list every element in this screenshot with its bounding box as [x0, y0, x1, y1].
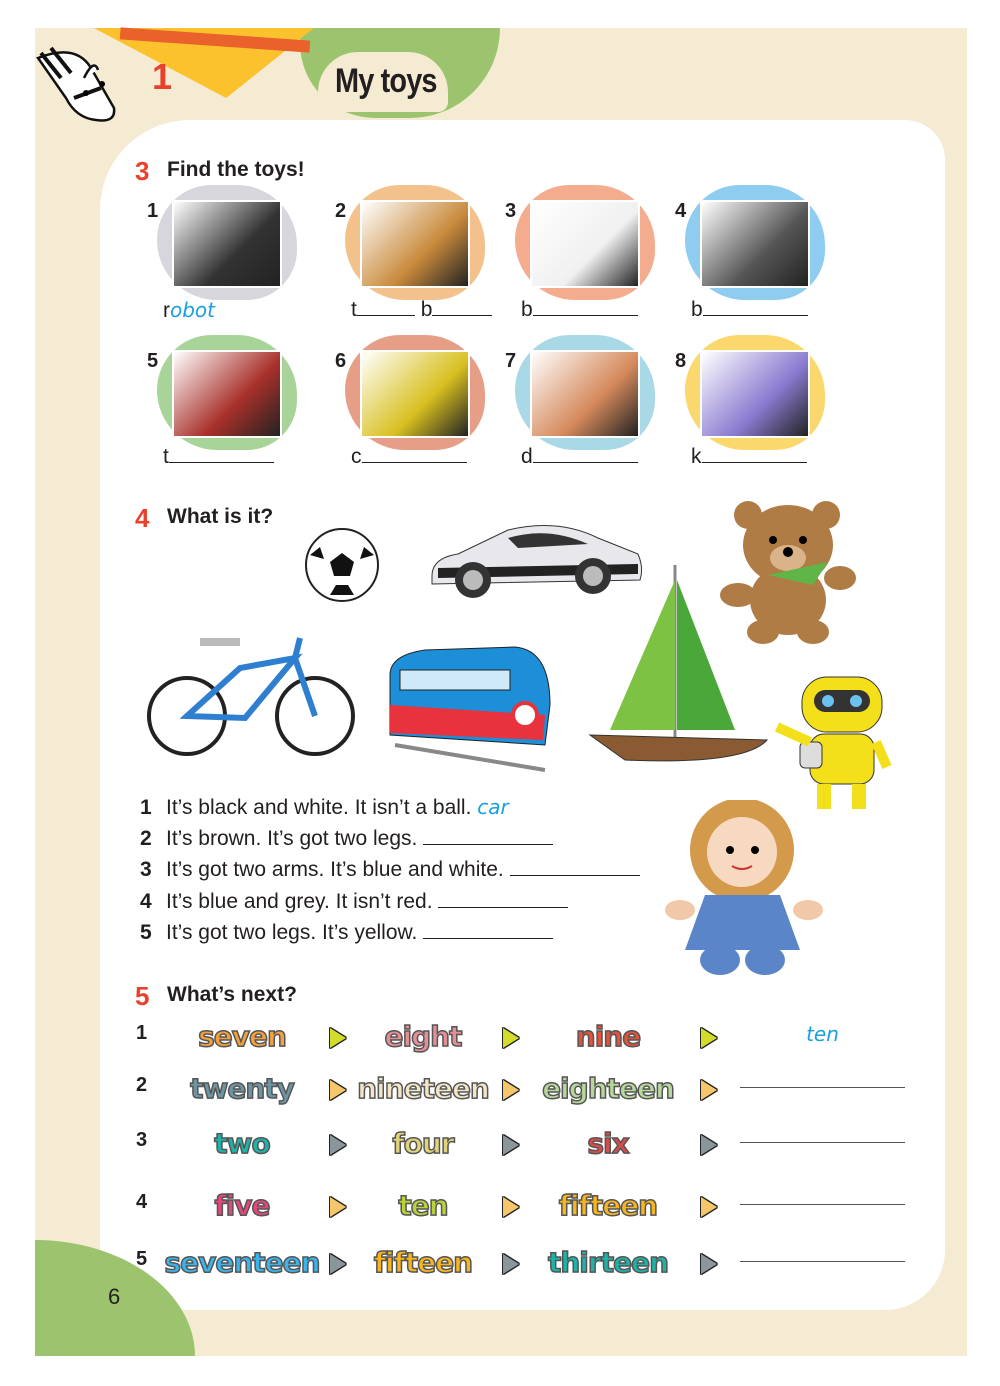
- toy-closeup-image: [360, 200, 470, 288]
- blank-line[interactable]: [703, 298, 808, 316]
- sentence: [140, 795, 509, 820]
- number-word: eight: [384, 1020, 462, 1053]
- sentence-number: 5: [140, 921, 152, 944]
- sentence-text: It’s brown. It’s got two legs.: [166, 826, 418, 850]
- blank-line[interactable]: [357, 298, 415, 316]
- sentence-number: 3: [140, 858, 152, 881]
- answer-field[interactable]: [351, 445, 501, 469]
- number-word: fifteen: [558, 1189, 658, 1222]
- item-number: 2: [335, 200, 347, 222]
- arrow-right-icon: [503, 1080, 519, 1100]
- blank-line[interactable]: [702, 445, 807, 463]
- sentence-text: It’s blue and grey. It isn’t red.: [166, 889, 433, 913]
- row-number: 5: [136, 1248, 148, 1270]
- answer-prefix: t: [163, 445, 169, 468]
- sentence: [140, 890, 568, 914]
- number-word: nineteen: [357, 1072, 489, 1105]
- answer-field[interactable]: [163, 445, 313, 469]
- section-5-number: 5: [135, 981, 150, 1011]
- section-3-title: Find the toys!: [167, 158, 305, 181]
- blank-line[interactable]: [432, 298, 492, 316]
- number-word: seventeen: [164, 1246, 320, 1279]
- number-word: two: [214, 1127, 270, 1160]
- item-number: 8: [675, 350, 687, 372]
- blank-line[interactable]: [362, 445, 467, 463]
- arrow-right-icon: [701, 1080, 717, 1100]
- zebra-icon: [36, 38, 121, 123]
- item-number: 6: [335, 350, 347, 372]
- item-number: 3: [505, 200, 517, 222]
- sentence-text: It’s got two arms. It’s blue and white.: [166, 858, 504, 881]
- arrow-right-icon: [701, 1254, 717, 1274]
- number-word: thirteen: [547, 1246, 669, 1279]
- number-word: five: [214, 1189, 270, 1222]
- section-3-number: 3: [135, 156, 150, 186]
- answer-field[interactable]: [521, 298, 671, 322]
- answer-prefix: b: [420, 298, 433, 321]
- unit-number: 1: [152, 56, 173, 97]
- number-word: twenty: [190, 1072, 294, 1105]
- item-number: 1: [147, 200, 159, 222]
- number-word: six: [587, 1127, 629, 1160]
- sailboat-icon: [585, 560, 770, 768]
- blank-line[interactable]: [533, 298, 638, 316]
- sentence-text: It’s got two legs. It’s yellow.: [166, 921, 418, 944]
- number-word: eighteen: [542, 1072, 674, 1105]
- answer-blank[interactable]: [438, 890, 568, 908]
- toy-closeup-image: [360, 350, 470, 438]
- toy-closeup-image: [530, 200, 640, 288]
- number-word: ten: [398, 1189, 448, 1222]
- answer-prefix: r: [163, 299, 170, 322]
- answer-prefix: d: [521, 445, 533, 468]
- answer-prefix: c: [351, 445, 362, 468]
- number-word: seven: [198, 1020, 286, 1053]
- arrow-right-icon: [503, 1028, 519, 1048]
- sentence-number: 2: [140, 826, 152, 850]
- answer-field[interactable]: [163, 298, 313, 323]
- answer-blank[interactable]: [510, 858, 640, 876]
- arrow-right-icon: [701, 1028, 717, 1048]
- row-number: 4: [136, 1191, 148, 1213]
- answer-prefix: t: [351, 298, 357, 321]
- answer-blank[interactable]: [423, 921, 553, 939]
- arrow-right-icon: [503, 1254, 519, 1274]
- toy-closeup-image: [172, 350, 282, 438]
- football-icon: [300, 525, 384, 605]
- blank-line[interactable]: [169, 445, 274, 463]
- row-number: 2: [136, 1074, 148, 1096]
- answer-blank[interactable]: [740, 1261, 905, 1262]
- answer-prefix: k: [691, 445, 702, 468]
- answer-field[interactable]: [351, 298, 501, 322]
- doll-icon: [660, 800, 825, 978]
- arrow-right-icon: [701, 1197, 717, 1217]
- answer-prefix: b: [521, 298, 533, 321]
- sentence: [140, 921, 553, 945]
- number-word: four: [392, 1127, 454, 1160]
- number-word: nine: [575, 1020, 641, 1053]
- answer-blank[interactable]: [740, 1087, 905, 1088]
- sentence-number: 4: [140, 889, 152, 913]
- item-number: 7: [505, 350, 517, 372]
- row-number: 1: [136, 1022, 148, 1044]
- toy-closeup-image: [700, 200, 810, 288]
- answer-field[interactable]: [691, 298, 841, 322]
- sentence-text: It’s black and white. It isn’t a ball.: [166, 796, 472, 819]
- sentence: [140, 827, 553, 851]
- section-4-title: What is it?: [167, 505, 274, 528]
- sentence: [140, 858, 640, 882]
- answer-blank[interactable]: [740, 1204, 905, 1205]
- sentence-number: 1: [140, 796, 152, 819]
- number-word: fifteen: [373, 1246, 473, 1279]
- answer-text: ten: [806, 1022, 839, 1046]
- answer-text: car: [477, 795, 509, 819]
- bicycle-icon: [145, 628, 357, 760]
- answer-blank[interactable]: [740, 1142, 905, 1143]
- row-number: 3: [136, 1129, 148, 1151]
- blank-line[interactable]: [533, 445, 638, 463]
- answer-field[interactable]: [691, 445, 841, 469]
- item-number: 4: [675, 200, 687, 222]
- train-icon: [385, 645, 555, 773]
- page-number: 6: [108, 1284, 121, 1309]
- toy-closeup-image: [172, 200, 282, 288]
- arrow-right-icon: [701, 1135, 717, 1155]
- page-title: My toys: [335, 62, 437, 100]
- arrow-right-icon: [503, 1135, 519, 1155]
- item-number: 5: [147, 350, 159, 372]
- answer-field[interactable]: [521, 445, 671, 469]
- section-4-number: 4: [135, 503, 150, 533]
- answer-prefix: b: [691, 298, 703, 321]
- toy-closeup-image: [700, 350, 810, 438]
- toy-closeup-image: [530, 350, 640, 438]
- answer-text: obot: [170, 298, 216, 322]
- arrow-right-icon: [503, 1197, 519, 1217]
- answer-blank[interactable]: [423, 827, 553, 845]
- section-5-title: What’s next?: [167, 983, 297, 1006]
